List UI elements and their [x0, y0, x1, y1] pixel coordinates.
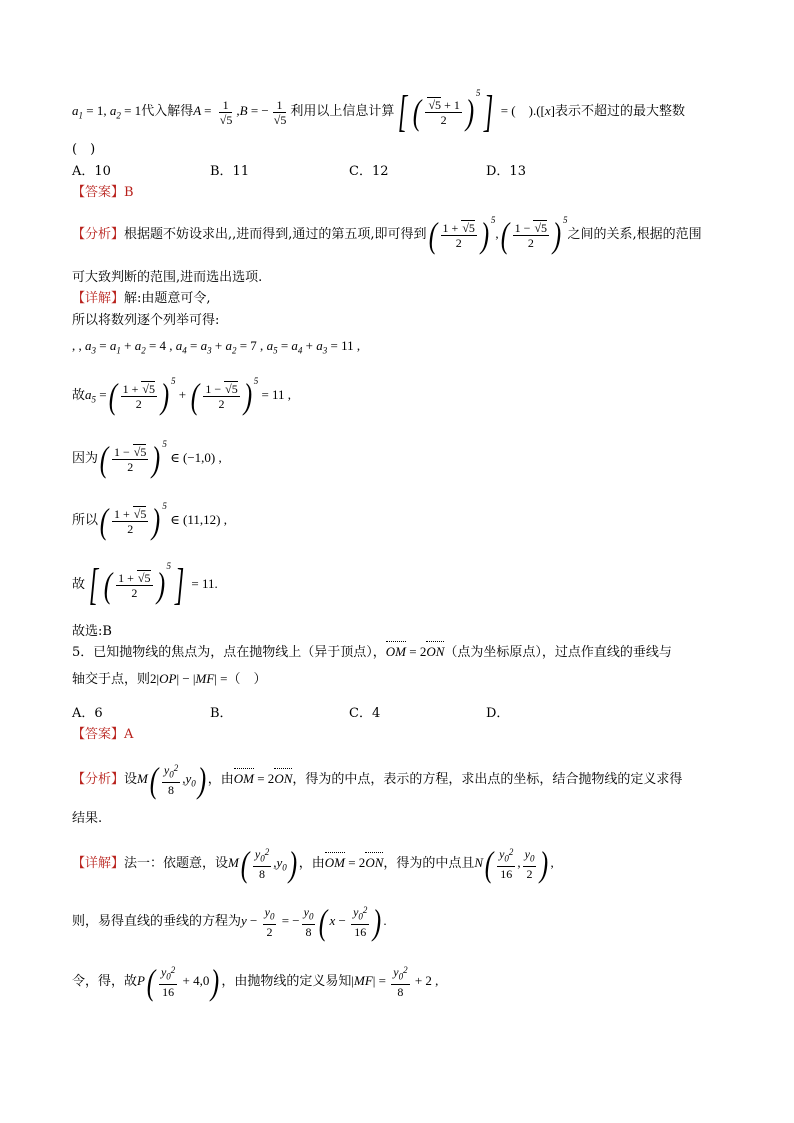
q4-analysis-line1	[72, 217, 702, 253]
q5-option-a: A．6	[72, 706, 103, 721]
math-M-point-2: M( $\frac{y_0^2}{8}$ $,y_0$)	[228, 844, 297, 884]
math-mf-value: |MF| = $\frac{y_0^2}{8}$ + 2 ,	[351, 965, 439, 999]
q4-gu2-text: 故	[72, 576, 86, 592]
q5-stem-line2	[72, 668, 267, 687]
q5-option-c: C．4	[349, 706, 381, 721]
q5-option-d: D．	[486, 706, 510, 721]
q4-option-a: A．10	[72, 164, 111, 179]
q4-sequence-list: , , $a_3 = a_1 + a_2 = 4$ , $a_4 = a_3 + a_2 = 7$ , $a_5 = a_4 + a_3 = 11$ ,	[72, 338, 361, 356]
q5-stem-1b: （点为坐标原点），过点作直线的垂线与	[444, 645, 672, 660]
math-perp-line: y − $\frac{y_0}{2}$ = − $\frac{y_0}{8}$ ( x − $\frac{y_0^2}{16}$ ) .	[241, 902, 387, 942]
math-floor-result: [ ( $\frac{1 + √5}{2}$ ) $^5$] = 11.	[88, 560, 218, 609]
q5-detail-line2	[72, 904, 387, 940]
q5-analysis-line2: 结果.	[72, 811, 103, 826]
math-M-point: M( $\frac{y_0^2}{8}$ $,y_0$)	[137, 760, 206, 800]
q4-detail-line2: 所以将数列逐个列举可得:	[72, 313, 220, 328]
q4-analysis-text1: 根据题不妨设求出,,进而得到,通过的第五项,即可得到	[124, 226, 427, 242]
q5-detail-2a: 则，易得直线的垂线的方程为	[72, 913, 242, 929]
q5-analysis-1a: 设	[124, 771, 138, 787]
math-P-point: P( $\frac{y_0^2}{16}$ + 4,0)	[137, 962, 220, 1002]
q4-intro-line	[72, 87, 686, 136]
analysis-label: 【分析】	[72, 226, 125, 242]
detail-label: 【详解】	[72, 855, 125, 871]
math-range-neg: ( $\frac{1 - √5}{2}$ ) $^5$ ∈ (−1,0) ,	[99, 439, 222, 479]
q4-yinwei-text: 因为	[72, 450, 99, 466]
math-om-on: OM = 2ON	[385, 644, 445, 659]
q4-intro-tail: 表示不超过的最大整数	[555, 103, 686, 119]
q4-option-b: B．11	[210, 164, 250, 179]
q5-options	[72, 702, 722, 720]
q5-stem-2a: 轴交于点，则	[72, 672, 151, 687]
q5-detail-1a: 法一：依题意，设	[124, 855, 229, 871]
q5-detail-line1	[72, 846, 554, 882]
q4-analysis-text2: 之间的关系,根据的范围	[567, 226, 702, 242]
q4-gu-text: 故	[72, 387, 86, 403]
q4-a5-line	[72, 378, 291, 414]
q4-final-line	[72, 560, 218, 609]
math-N-point: N( $\frac{y_0^2}{16}$ , $\frac{y_0}{2}$ ) ,	[474, 844, 554, 884]
math-om-on-3: OM = 2ON	[324, 854, 384, 870]
q4-answer	[72, 181, 134, 200]
q5-analysis-1c: ，得为的中点，表示的方程，求出点的坐标，结合抛物线的定义求得	[292, 771, 683, 787]
detail-label: 【详解】	[72, 291, 125, 306]
q5-detail-line3	[72, 964, 438, 1000]
math-a1-a2: $a_1 = 1$, $a_2 = 1$	[72, 102, 142, 121]
math-floor-expr: [ ( $\frac{√5 + 1}{2}$ ) $^5$] = ( ).([x]	[398, 87, 555, 136]
q4-option-d: D．13	[486, 164, 526, 179]
q4-options	[72, 160, 722, 178]
q5-answer	[72, 723, 133, 742]
q4-blank: ( )	[72, 142, 96, 157]
math-golden-pair: ( $\frac{1 + √5}{2}$ ) $^5$,( $\frac{1 - √5}{2}$ ) $^5$	[428, 215, 568, 255]
q5-detail-1c: ，得为的中点且	[383, 855, 475, 871]
q4-conclusion: 故选:B	[72, 624, 112, 639]
q4-intro-use: 利用以上信息计算	[290, 103, 395, 119]
math-op-mf: 2|OP| − |MF| =	[150, 671, 228, 686]
q5-analysis-line1	[72, 762, 682, 798]
q5-option-b: B．	[210, 706, 233, 721]
answer-label: 【答案】	[72, 727, 125, 742]
q4-detail-line1	[72, 287, 211, 306]
q4-option-c: C．12	[349, 164, 389, 179]
analysis-label: 【分析】	[72, 771, 125, 787]
q5-analysis-1b: ，由	[207, 771, 234, 787]
q5-stem-1a: 5．已知抛物线的焦点为，点在抛物线上（异于顶点），	[72, 645, 386, 660]
q4-suoyi-text: 所以	[72, 512, 99, 528]
answer-label: 【答案】	[72, 185, 125, 200]
q5-stem-line1	[72, 641, 672, 660]
q4-therefore-line	[72, 503, 227, 539]
q5-stem-2b: （ ）	[227, 672, 267, 687]
q5-detail-3a: 令，得，故	[72, 973, 138, 989]
q4-intro-mid: 代入解得	[141, 103, 194, 119]
answer-value: A	[124, 727, 134, 742]
answer-value: B	[124, 185, 134, 200]
math-A-B: A = $\frac{1}{√5}$ ,B = − $\frac{1}{√5}$	[193, 97, 287, 127]
q4-detail-text1: 解:由题意可令,	[124, 291, 211, 306]
math-a5-formula: $a_5$ =( $\frac{1 + √5}{2}$ ) $^5$ + ( $\frac{1 - √5}{2}$ ) $^5$ = 11 ,	[85, 376, 292, 416]
q5-detail-1b: ，由	[298, 855, 325, 871]
q4-because-line	[72, 441, 222, 477]
q4-analysis-line2: 可大致判断的范围,进而选出选项.	[72, 270, 263, 285]
math-range-pos: ( $\frac{1 + √5}{2}$ ) $^5$ ∈ (11,12) ,	[99, 501, 227, 541]
q5-detail-3b: ，由抛物线的定义易知	[221, 973, 352, 989]
math-om-on-2: OM = 2ON	[233, 770, 293, 786]
